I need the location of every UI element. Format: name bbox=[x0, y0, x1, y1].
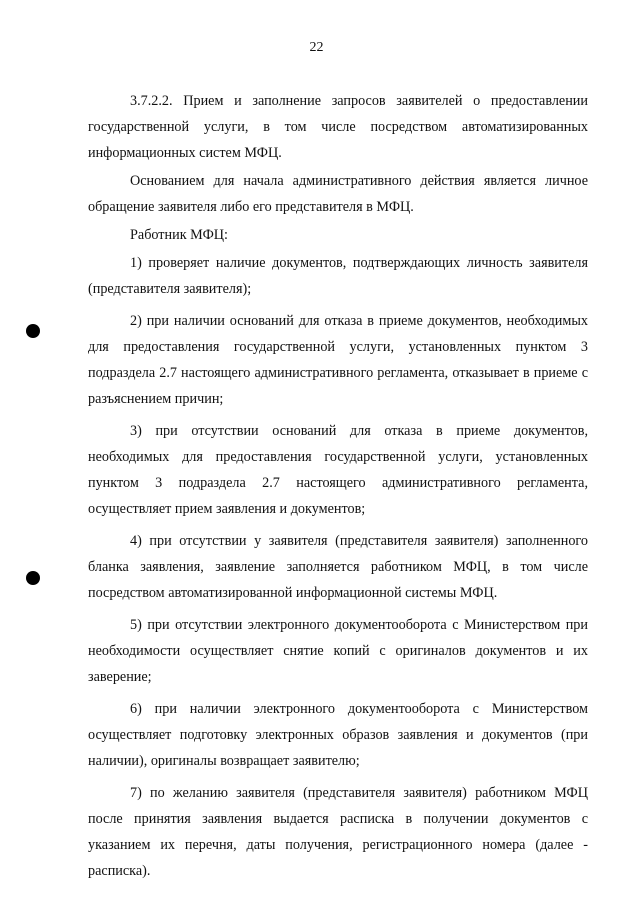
list-item-paragraph: 1) проверяет наличие документов, подтверждающих личность заявителя (представителя заявителя); bbox=[88, 255, 588, 297]
body-paragraph: Основанием для начала административного действия является личное обращение заявителя либо его представителя в МФЦ. bbox=[88, 173, 588, 215]
list-item-paragraph: 7) по желанию заявителя (представителя заявителя) работником МФЦ после принятия заявления выдается расписка в получении документов с указанием их перечня, даты получения, регистрационного номера (далее - расписка). bbox=[88, 785, 588, 879]
list-item-paragraph: 4) при отсутствии у заявителя (представителя заявителя) заполненного бланка заявления, заявление заполняется работником МФЦ, в том числе посредством автоматизированной информационной системы МФЦ. bbox=[88, 533, 588, 601]
page-number: 22 bbox=[309, 40, 324, 55]
list-item-paragraph: 6) при наличии электронного документооборота с Министерством осуществляет подготовку электронных образов заявления и документов (при наличии), оригиналы возвращает заявителю; bbox=[88, 701, 588, 769]
section-heading-paragraph: 3.7.2.2. Прием и заполнение запросов заявителей о предоставлении государственной услуги, в том числе посредством автоматизированных информационных систем МФЦ. bbox=[88, 93, 588, 161]
list-item-paragraph: 3) при отсутствии оснований для отказа в приеме документов, необходимых для предоставления государственной услуги, установленных пунктом 3 подраздела 2.7 настоящего административного регламента, осуществляет прием заявления и документов; bbox=[88, 423, 588, 517]
list-item-paragraph: 5) при отсутствии электронного документооборота с Министерством при необходимости осуществляет снятие копий с оригиналов документов и их заверение; bbox=[88, 617, 588, 685]
body-paragraph: Работник МФЦ: bbox=[130, 227, 228, 243]
document-body bbox=[88, 88, 588, 890]
list-item-paragraph: 2) при наличии оснований для отказа в приеме документов, необходимых для предоставления государственной услуги, установленных пунктом 3 подраздела 2.7 настоящего административного регламента, отказывает в приеме с разъяснением причин; bbox=[88, 313, 588, 407]
punch-hole-mark bbox=[26, 324, 40, 338]
punch-hole-mark bbox=[26, 571, 40, 585]
